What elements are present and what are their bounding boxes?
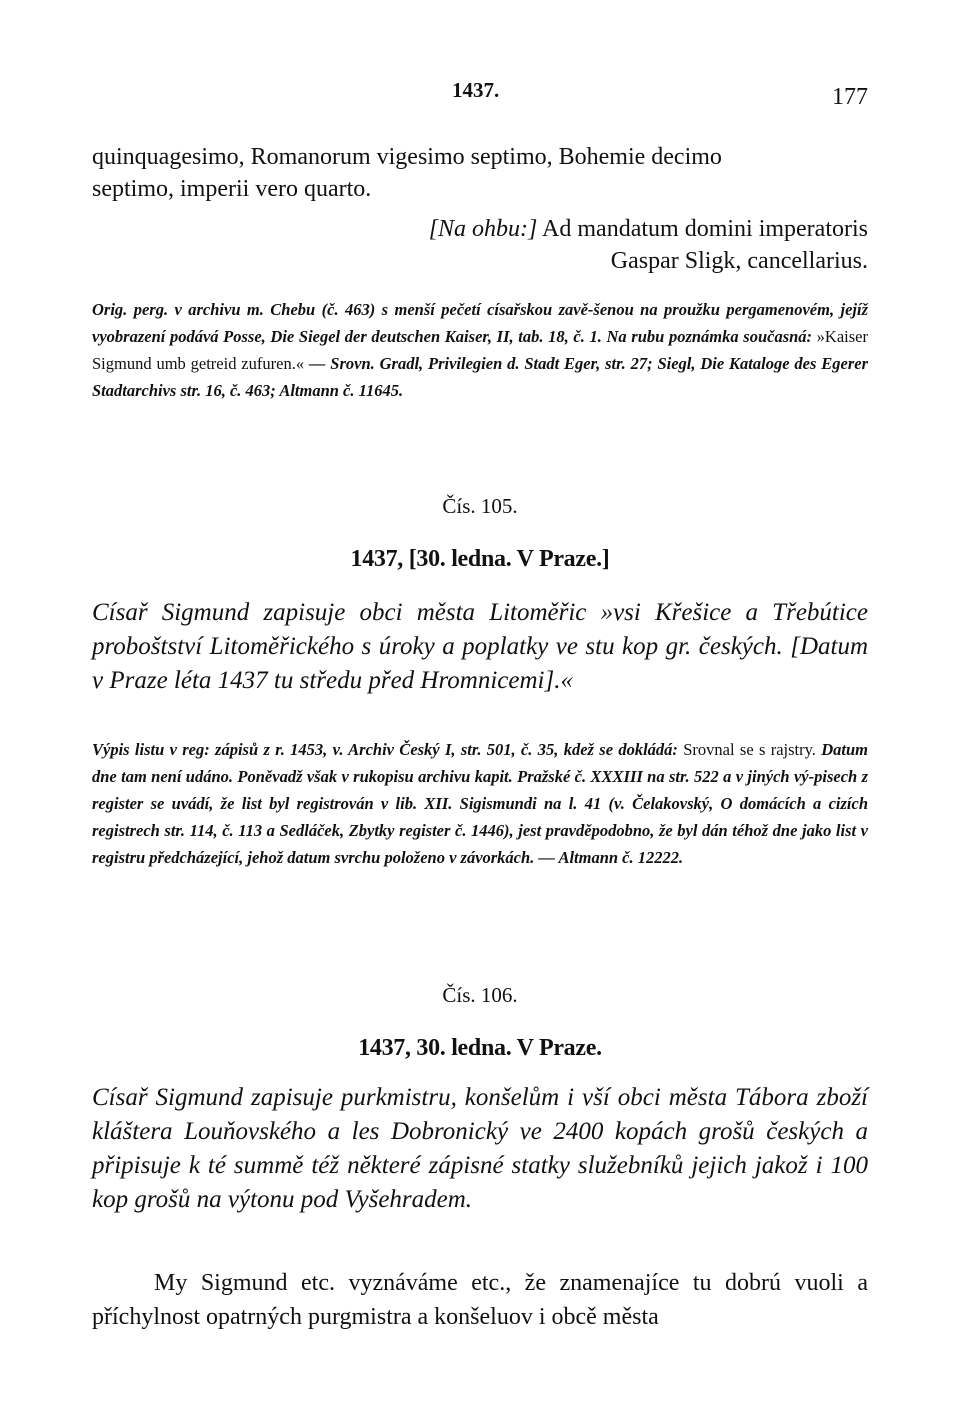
document-text: My Sigmund etc. vyznáváme etc., že znamenajíce tu dobrú vuoli a příchylnost opatrných purgmistra a konšeluov i obcě města — [92, 1270, 868, 1330]
continuation-line: quinquagesimo, Romanorum vigesimo septimo, Bohemie decimo — [92, 144, 722, 170]
document-date: 1437, 30. ledna. V Praze. — [358, 1035, 602, 1061]
source-note — [92, 296, 868, 404]
endorsement-signature: Gaspar Sligk, cancellarius. — [610, 248, 868, 274]
source-note-text: Datum dne tam není udáno. Poněvadž však v rukopisu archivu kapit. Pražské č. XXXIII na str. 522 a v jiných vý-pisech z register se uvádí, že list byl registrován v lib. XII. Sigismundi na l. 41 (v. Čelakovský, O domácích a cizích registrech str. 114, č. 113 a Sedláček, Zbytky register č. 1446), jest pravděpodobno, že byl dán téhož dne jako list v registru předcházející, jehož datum svrchu položeno v závorkách. — Altmann č. 12222. — [92, 740, 869, 867]
document-regest: Císař Sigmund zapisuje obci města Litoměřic »vsi Křešice a Třebútice proboštství Litoměřického s úroky a poplatky ve stu kop gr. českých. [Datum v Praze léta 1437 tu středu před Hromnicemi].« — [92, 599, 868, 694]
source-note — [92, 736, 868, 871]
page-header — [92, 78, 868, 118]
endorsement-label: [Na ohbu:] — [428, 216, 538, 242]
endorsement-text: Ad mandatum domini imperatoris — [537, 216, 868, 242]
page-number: 177 — [832, 84, 868, 110]
source-note-text: Výpis listu v reg: zápisů z r. 1453, v. Archiv Český I, str. 501, č. 35, kdež se dokládá: — [92, 740, 684, 759]
document-regest: Císař Sigmund zapisuje purkmistru, konšelům i vší obci města Tábora zboží kláštera Louňovského a les Dobronický ve 2400 kopách grošů českých a připisuje k té summě též některé zápisné statky služebníků jejich jakož i 100 kop grošů na výtonu pod Vyšehradem. — [92, 1084, 868, 1213]
source-note-text: — Srovn. Gradl, Privilegien d. Stadt Eger, str. 27; Siegl, Die Kataloge des Egerer Stadtarchivs str. 16, č. 463; Altmann č. 11645. — [92, 354, 868, 400]
source-note-quote: Srovnal se s rajstry. — [683, 740, 816, 759]
document-number: Čís. 105. — [442, 494, 518, 518]
source-note-quote: »Kaiser Sigmund umb getreid zufuren.« — [92, 327, 868, 373]
continuation-text — [92, 141, 868, 205]
document-date: 1437, [30. ledna. V Praze.] — [350, 546, 610, 572]
document-number: Čís. 106. — [442, 983, 518, 1007]
endorsement — [92, 213, 868, 277]
endorsement-line — [92, 213, 868, 245]
continuation-line: septimo, imperii vero quarto. — [92, 176, 372, 202]
running-head-year: 1437. — [452, 78, 500, 102]
source-note-text: Orig. perg. v archivu m. Chebu (č. 463) s menší pečetí císařskou zavě-šenou na proužku pergamenovém, jejíž vyobrazení podává Posse, Die Siegel der deutschen Kaiser, II, tab. 18, č. 1. Na rubu poznámka současná: — [92, 300, 868, 346]
